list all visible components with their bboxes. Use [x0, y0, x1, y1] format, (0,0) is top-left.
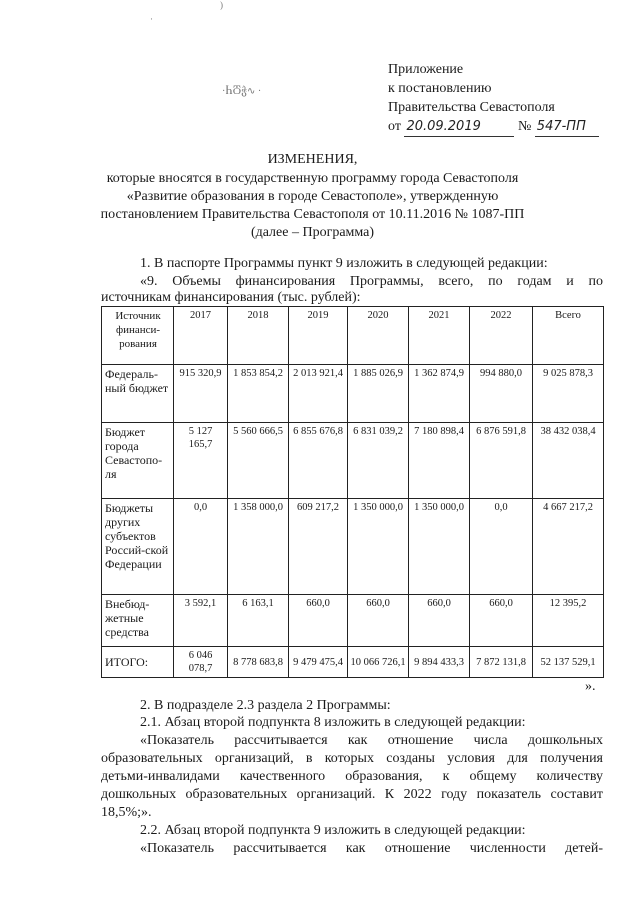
cell-value: 0,0	[470, 499, 533, 595]
cell-value: 609 217,2	[289, 499, 348, 595]
row-source: Внебюд-жетные средства	[102, 595, 174, 647]
handwritten-date: 20.09.2019	[404, 117, 514, 137]
cell-value: 660,0	[348, 595, 409, 647]
cell-value: 660,0	[470, 595, 533, 647]
row-source: ИТОГО:	[102, 647, 174, 678]
appendix-block	[388, 60, 618, 137]
cell-value: 6 163,1	[228, 595, 289, 647]
table-row-regions	[102, 499, 604, 595]
cell-value: 9 479 475,4	[289, 647, 348, 678]
cell-value: 1 350 000,0	[409, 499, 470, 595]
number-label: №	[517, 119, 532, 134]
header-2019: 2019	[289, 307, 348, 365]
appendix-line-1: Приложение	[388, 62, 464, 77]
row-source: Бюджет города Севастопо-ля	[102, 423, 174, 499]
header-2022: 2022	[470, 307, 533, 365]
table-row-offbudget	[102, 595, 604, 647]
cell-value: 7 180 898,4	[409, 423, 470, 499]
title-line-2: «Развитие образования в городе Севастополе», утвержденную	[126, 189, 499, 204]
from-label: от	[388, 119, 401, 134]
cell-value: 5 560 666,5	[228, 423, 289, 499]
cell-value: 4 667 217,2	[533, 499, 604, 595]
title-line-3: постановлением Правительства Севастополя от 10.11.2016 № 1087-ПП	[100, 207, 525, 222]
header-2020: 2020	[348, 307, 409, 365]
appendix-line-3: Правительства Севастополя	[388, 100, 555, 115]
section1-quote-line2: источникам финансирования (тыс. рублей):	[101, 290, 361, 305]
cell-value: 660,0	[409, 595, 470, 647]
header-2021: 2021	[409, 307, 470, 365]
header-2017: 2017	[174, 307, 228, 365]
document-title: ИЗМЕНЕНИЯ,	[267, 152, 358, 167]
cell-value: 1 358 000,0	[228, 499, 289, 595]
title-line-1: которые вносятся в государственную программу города Севастополя	[106, 171, 519, 186]
quote21-line3: детьми-инвалидами качественного образования, к общему количеству	[101, 769, 603, 784]
cell-value: 6 876 591,8	[470, 423, 533, 499]
handwritten-number: 547-ПП	[535, 117, 599, 137]
section1-intro: 1. В паспорте Программы пункт 9 изложить в следующей редакции:	[140, 256, 548, 271]
cell-value: 660,0	[289, 595, 348, 647]
cell-value: 3 592,1	[174, 595, 228, 647]
cell-value: 5 127 165,7	[174, 423, 228, 499]
row-source: Федераль-ный бюджет	[102, 365, 174, 423]
table-row-city	[102, 423, 604, 499]
cell-value: 2 013 921,4	[289, 365, 348, 423]
table-row-total	[102, 647, 604, 678]
cell-value: 915 320,9	[174, 365, 228, 423]
financing-table	[101, 306, 604, 678]
cell-value: 52 137 529,1	[533, 647, 604, 678]
cell-value: 1 350 000,0	[348, 499, 409, 595]
cell-value: 1 362 874,9	[409, 365, 470, 423]
cell-value: 6 831 039,2	[348, 423, 409, 499]
header-total: Всего	[533, 307, 604, 365]
section1-quote-line1: «9. Объемы финансирования Программы, всего, по годам и по	[140, 274, 603, 289]
table-row-federal	[102, 365, 604, 423]
quote21-line2: образовательных организаций, в которых созданы условия для получения	[101, 751, 603, 766]
cell-value: 994 880,0	[470, 365, 533, 423]
cell-value: 12 395,2	[533, 595, 604, 647]
cell-value: 9 025 878,3	[533, 365, 604, 423]
quote21-line5: 18,5%;».	[101, 805, 152, 820]
table-header-row	[102, 307, 604, 365]
row-source: Бюджеты других субъектов Россий-ской Федерации	[102, 499, 174, 595]
quote21-line1: «Показатель рассчитывается как отношение числа дошкольных	[140, 733, 603, 748]
cell-value: 1 853 854,2	[228, 365, 289, 423]
scan-mark: ·	[150, 14, 153, 24]
quote21-line4: дошкольных образовательных организаций. К 2022 году показатель составит	[101, 787, 603, 802]
cell-value: 7 872 131,8	[470, 647, 533, 678]
appendix-date-line	[388, 117, 618, 137]
stamp-scribble: ·ႹႣჭ∿ ·	[222, 86, 262, 97]
cell-value: 38 432 038,4	[533, 423, 604, 499]
title-line-4: (далее – Программа)	[250, 225, 375, 240]
scan-mark: )	[220, 0, 223, 10]
cell-value: 8 778 683,8	[228, 647, 289, 678]
cell-value: 9 894 433,3	[409, 647, 470, 678]
section2-1-heading: 2.1. Абзац второй подпункта 8 изложить в следующей редакции:	[140, 715, 526, 730]
quote-close: ».	[585, 679, 596, 694]
quote22-line1: «Показатель рассчитывается как отношение численности детей-	[140, 841, 603, 856]
cell-value: 0,0	[174, 499, 228, 595]
appendix-line-2: к постановлению	[388, 81, 492, 96]
header-2018: 2018	[228, 307, 289, 365]
cell-value: 6 046 078,7	[174, 647, 228, 678]
header-source: Источник финанси-рования	[102, 307, 174, 365]
cell-value: 10 066 726,1	[348, 647, 409, 678]
cell-value: 6 855 676,8	[289, 423, 348, 499]
section2-intro: 2. В подразделе 2.3 раздела 2 Программы:	[140, 698, 391, 713]
section2-2-heading: 2.2. Абзац второй подпункта 9 изложить в следующей редакции:	[140, 823, 526, 838]
cell-value: 1 885 026,9	[348, 365, 409, 423]
